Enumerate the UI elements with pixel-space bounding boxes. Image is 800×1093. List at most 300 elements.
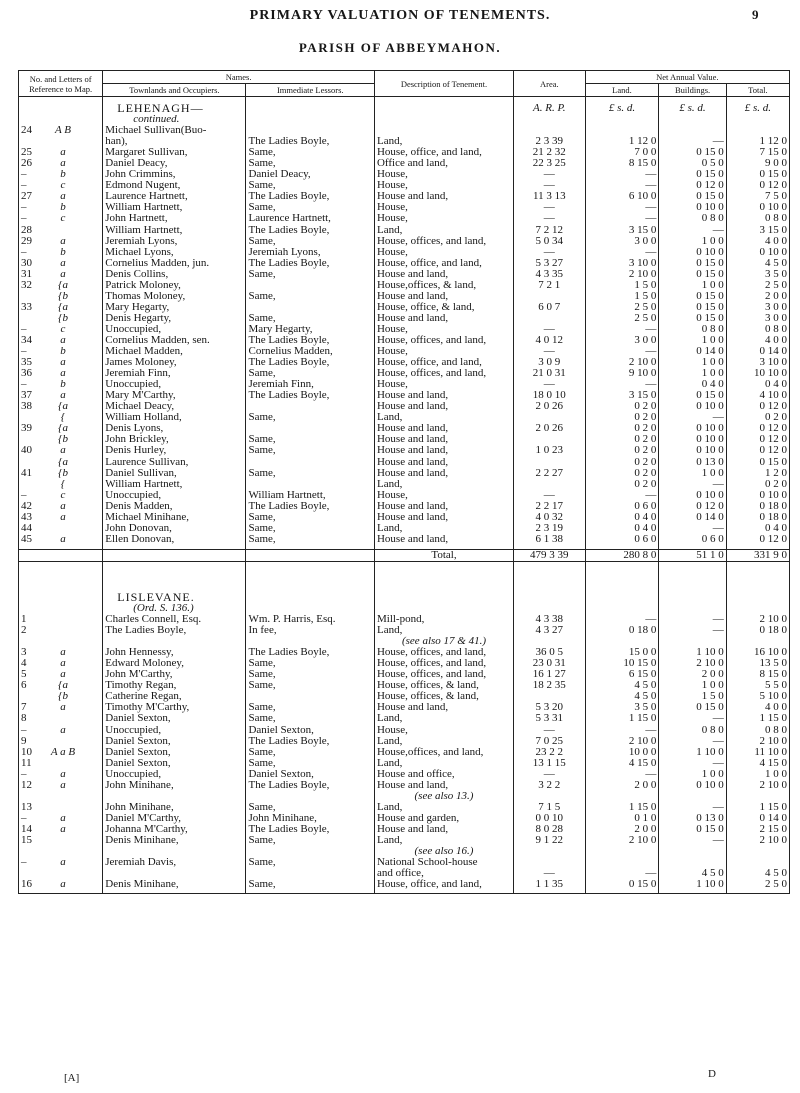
map-letter: {b bbox=[58, 467, 68, 479]
area-value: 5 3 27 bbox=[514, 258, 586, 269]
map-number: 42 bbox=[21, 500, 32, 512]
townland-heading-row bbox=[19, 103, 790, 114]
empty-cell bbox=[726, 890, 789, 894]
land-value: 0 1 0 bbox=[585, 813, 659, 824]
land-value: 3 5 0 bbox=[585, 702, 659, 713]
buildings-value: 0 15 0 bbox=[659, 291, 726, 302]
occupier-name: Michael Madden, bbox=[103, 346, 246, 357]
occupier-name: John M'Carthy, bbox=[103, 669, 246, 680]
total-value: 0 8 0 bbox=[726, 324, 789, 335]
lessor-name: Same, bbox=[246, 658, 375, 669]
land-value: 0 4 0 bbox=[585, 523, 659, 534]
lessor-name: Daniel Sexton, bbox=[246, 724, 375, 735]
table-row bbox=[19, 747, 790, 758]
total-value: 2 10 0 bbox=[726, 780, 789, 791]
buildings-value: — bbox=[659, 479, 726, 490]
header-ref: No. and Letters of Reference to Map. bbox=[19, 71, 103, 97]
tenement-description: House and land, bbox=[374, 401, 513, 412]
total-value: 0 12 0 bbox=[726, 423, 789, 434]
area-value: 5 0 34 bbox=[514, 236, 586, 247]
map-letter: a bbox=[60, 658, 66, 670]
tenement-description: Land, bbox=[374, 802, 513, 813]
total-value: 3 5 0 bbox=[726, 269, 789, 280]
buildings-value: 1 0 0 bbox=[659, 280, 726, 291]
tenement-description: House, bbox=[374, 247, 513, 258]
buildings-value: 0 12 0 bbox=[659, 501, 726, 512]
land-value: 1 12 0 bbox=[585, 136, 659, 147]
area-value bbox=[514, 434, 586, 445]
empty-cell bbox=[19, 603, 103, 614]
occupier-name: Daniel Sexton, bbox=[103, 758, 246, 769]
map-reference bbox=[19, 202, 103, 213]
header-net-annual-value: Net Annual Value. bbox=[585, 71, 789, 84]
tenement-description: and office, bbox=[374, 868, 513, 879]
map-letter: a bbox=[60, 235, 66, 247]
total-label: Total, bbox=[374, 549, 513, 561]
empty-cell bbox=[585, 114, 659, 125]
map-letter: {b bbox=[58, 434, 68, 446]
area-value: 7 0 25 bbox=[514, 736, 586, 747]
area-value bbox=[514, 125, 586, 136]
map-letter: a bbox=[60, 511, 66, 523]
header-townlands: Townlands and Occupiers. bbox=[103, 84, 246, 97]
area-value: 18 2 35 bbox=[514, 680, 586, 691]
total-value bbox=[726, 125, 789, 136]
map-reference bbox=[19, 835, 103, 846]
area-units: A. R. P. bbox=[514, 103, 586, 114]
tenement-description: House and land, bbox=[374, 390, 513, 401]
empty-cell bbox=[19, 549, 103, 561]
buildings-value: 1 0 0 bbox=[659, 680, 726, 691]
occupier-name: Denis Madden, bbox=[103, 501, 246, 512]
total-value: 0 4 0 bbox=[726, 523, 789, 534]
table-row bbox=[19, 379, 790, 390]
land-value: 10 15 0 bbox=[585, 658, 659, 669]
lessor-name: Same, bbox=[246, 434, 375, 445]
area-value: 4 3 27 bbox=[514, 625, 586, 636]
buildings-value: 1 0 0 bbox=[659, 236, 726, 247]
map-reference bbox=[19, 324, 103, 335]
area-value: 3 2 2 bbox=[514, 780, 586, 791]
land-value: 3 15 0 bbox=[585, 390, 659, 401]
buildings-value: — bbox=[659, 625, 726, 636]
area-value: 11 3 13 bbox=[514, 191, 586, 202]
tenement-description: Land, bbox=[374, 412, 513, 423]
land-value: 8 15 0 bbox=[585, 158, 659, 169]
map-number: 1 bbox=[21, 614, 27, 626]
total-value: 1 0 0 bbox=[726, 769, 789, 780]
empty-cell bbox=[514, 603, 586, 614]
area-value: 8 0 28 bbox=[514, 824, 586, 835]
area-value: — bbox=[514, 769, 586, 780]
map-reference bbox=[19, 390, 103, 401]
map-letter: a bbox=[60, 357, 66, 369]
map-letter: a bbox=[60, 257, 66, 269]
area-value: — bbox=[514, 346, 586, 357]
occupier-name: Unoccupied, bbox=[103, 724, 246, 735]
land-value: 15 0 0 bbox=[585, 647, 659, 658]
map-number: 12 bbox=[21, 779, 32, 791]
map-number: 2 bbox=[21, 625, 27, 637]
table-row bbox=[19, 191, 790, 202]
map-letter: b bbox=[60, 346, 66, 358]
land-value: 0 2 0 bbox=[585, 423, 659, 434]
map-number: 35 bbox=[21, 357, 32, 369]
lessor-name: Cornelius Madden, bbox=[246, 346, 375, 357]
occupier-name: Johanna M'Carthy, bbox=[103, 824, 246, 835]
buildings-value: 0 15 0 bbox=[659, 147, 726, 158]
total-value: 0 12 0 bbox=[726, 534, 789, 545]
buildings-value bbox=[659, 791, 726, 802]
tenement-description: House, bbox=[374, 324, 513, 335]
table-row bbox=[19, 614, 790, 625]
occupier-name: han), bbox=[103, 136, 246, 147]
empty-cell bbox=[659, 114, 726, 125]
occupier-name: James Moloney, bbox=[103, 357, 246, 368]
land-value: 2 10 0 bbox=[585, 269, 659, 280]
tenement-description: Land, bbox=[374, 736, 513, 747]
map-reference bbox=[19, 846, 103, 857]
tenement-description: House and land, bbox=[374, 191, 513, 202]
occupier-name: Denis Minihane, bbox=[103, 879, 246, 890]
total-value: 1 12 0 bbox=[726, 136, 789, 147]
total-value: 0 15 0 bbox=[726, 169, 789, 180]
total-value: 0 12 0 bbox=[726, 180, 789, 191]
header-area: Area. bbox=[514, 71, 586, 97]
map-reference bbox=[19, 534, 103, 545]
empty-cell bbox=[374, 603, 513, 614]
total-value: 4 15 0 bbox=[726, 758, 789, 769]
lessor-name: The Ladies Boyle, bbox=[246, 390, 375, 401]
map-reference bbox=[19, 357, 103, 368]
table-row bbox=[19, 501, 790, 512]
townland-subheading: (Ord. S. 136.) bbox=[103, 603, 246, 614]
land-value: — bbox=[585, 769, 659, 780]
land-value: 2 5 0 bbox=[585, 313, 659, 324]
land-value: 0 2 0 bbox=[585, 434, 659, 445]
map-letter: a bbox=[60, 879, 66, 891]
table-row bbox=[19, 125, 790, 136]
map-letter: {a bbox=[58, 279, 68, 291]
map-reference bbox=[19, 780, 103, 791]
total-value: 0 2 0 bbox=[726, 479, 789, 490]
lessor-name: The Ladies Boyle, bbox=[246, 824, 375, 835]
buildings-value: 0 8 0 bbox=[659, 213, 726, 224]
table-row bbox=[19, 691, 790, 702]
page-title: PRIMARY VALUATION OF TENEMENTS. bbox=[249, 8, 551, 23]
tenement-description: (see also 13.) bbox=[374, 791, 513, 802]
buildings-value: 0 5 0 bbox=[659, 158, 726, 169]
map-number: 44 bbox=[21, 522, 32, 534]
footer-sheet-letter: D bbox=[708, 1068, 716, 1080]
lessor-name: Same, bbox=[246, 291, 375, 302]
table-row bbox=[19, 445, 790, 456]
area-value bbox=[514, 479, 586, 490]
empty-cell bbox=[514, 561, 586, 592]
empty-cell bbox=[514, 890, 586, 894]
empty-cell bbox=[374, 114, 513, 125]
empty-cell bbox=[726, 603, 789, 614]
buildings-value: 0 15 0 bbox=[659, 702, 726, 713]
map-number: 43 bbox=[21, 511, 32, 523]
total-value: 16 10 0 bbox=[726, 647, 789, 658]
total-value: 7 15 0 bbox=[726, 147, 789, 158]
table-row bbox=[19, 368, 790, 379]
table-row bbox=[19, 158, 790, 169]
area-value: 21 2 32 bbox=[514, 147, 586, 158]
map-number: – bbox=[21, 202, 27, 214]
total-value bbox=[726, 857, 789, 868]
map-letter: a bbox=[60, 669, 66, 681]
buildings-value: 0 6 0 bbox=[659, 534, 726, 545]
occupier-name: Daniel Sexton, bbox=[103, 713, 246, 724]
table-row bbox=[19, 636, 790, 647]
empty-cell bbox=[246, 103, 375, 114]
occupier-name: Cornelius Madden, jun. bbox=[103, 258, 246, 269]
occupier-name: Michael Lyons, bbox=[103, 247, 246, 258]
map-letter: c bbox=[60, 180, 66, 192]
map-letter: A a B bbox=[50, 746, 76, 758]
valuation-table bbox=[18, 70, 790, 894]
area-value: 4 0 12 bbox=[514, 335, 586, 346]
tenement-description: House and office, bbox=[374, 769, 513, 780]
map-letter: a bbox=[60, 445, 66, 457]
area-value: 21 0 31 bbox=[514, 368, 586, 379]
land-value: 4 15 0 bbox=[585, 758, 659, 769]
table-row bbox=[19, 647, 790, 658]
buildings-value bbox=[659, 636, 726, 647]
tenement-description: Office and land, bbox=[374, 158, 513, 169]
area-value: 36 0 5 bbox=[514, 647, 586, 658]
map-reference bbox=[19, 136, 103, 147]
map-reference bbox=[19, 368, 103, 379]
lessor-name bbox=[246, 280, 375, 291]
table-row bbox=[19, 769, 790, 780]
buildings-value: 1 0 0 bbox=[659, 335, 726, 346]
lessor-name: Same, bbox=[246, 680, 375, 691]
map-reference bbox=[19, 346, 103, 357]
area-value: 2 0 26 bbox=[514, 423, 586, 434]
buildings-value bbox=[659, 857, 726, 868]
map-number: 4 bbox=[21, 658, 27, 670]
lessor-name: Same, bbox=[246, 835, 375, 846]
land-value: 3 0 0 bbox=[585, 335, 659, 346]
map-reference bbox=[19, 213, 103, 224]
map-reference bbox=[19, 379, 103, 390]
empty-cell bbox=[19, 114, 103, 125]
total-land: 280 8 0 bbox=[585, 549, 659, 561]
map-reference bbox=[19, 457, 103, 468]
lessor-name: Same, bbox=[246, 269, 375, 280]
occupier-name: Unoccupied, bbox=[103, 769, 246, 780]
lessor-name: Mary Hegarty, bbox=[246, 324, 375, 335]
empty-cell bbox=[514, 114, 586, 125]
buildings-value: 0 15 0 bbox=[659, 824, 726, 835]
buildings-value: 0 15 0 bbox=[659, 313, 726, 324]
land-value: 7 0 0 bbox=[585, 147, 659, 158]
table-row bbox=[19, 736, 790, 747]
table-row bbox=[19, 868, 790, 879]
map-letter: {b bbox=[58, 691, 68, 703]
map-number: – bbox=[21, 169, 27, 181]
total-value: 2 5 0 bbox=[726, 280, 789, 291]
land-value: 4 5 0 bbox=[585, 691, 659, 702]
total-value: 3 10 0 bbox=[726, 357, 789, 368]
total-value: 0 12 0 bbox=[726, 401, 789, 412]
empty-cell bbox=[659, 890, 726, 894]
tenement-description: House, offices, and land, bbox=[374, 368, 513, 379]
buildings-value: 4 5 0 bbox=[659, 868, 726, 879]
area-value: 5 3 20 bbox=[514, 702, 586, 713]
tenement-description: House and land, bbox=[374, 780, 513, 791]
empty-cell bbox=[514, 592, 586, 603]
total-value: 3 0 0 bbox=[726, 302, 789, 313]
map-letter: b bbox=[60, 169, 66, 181]
area-value bbox=[514, 636, 586, 647]
tenement-description: House, offices, and land, bbox=[374, 335, 513, 346]
map-reference bbox=[19, 280, 103, 291]
table-row bbox=[19, 213, 790, 224]
table-bottom-rule bbox=[19, 890, 790, 894]
empty-cell bbox=[103, 561, 246, 592]
area-value: 0 0 10 bbox=[514, 813, 586, 824]
land-value: 1 15 0 bbox=[585, 802, 659, 813]
buildings-value: 0 15 0 bbox=[659, 390, 726, 401]
map-number: – bbox=[21, 724, 27, 736]
buildings-value: 2 10 0 bbox=[659, 658, 726, 669]
lessor-name: Same, bbox=[246, 202, 375, 213]
area-value: 7 2 1 bbox=[514, 280, 586, 291]
map-reference bbox=[19, 125, 103, 136]
tenement-description: House, offices, and land, bbox=[374, 236, 513, 247]
land-value: — bbox=[585, 614, 659, 625]
map-reference bbox=[19, 713, 103, 724]
map-letter: a bbox=[60, 533, 66, 545]
map-number: – bbox=[21, 213, 27, 225]
total-value: 2 10 0 bbox=[726, 835, 789, 846]
area-value: 22 3 25 bbox=[514, 158, 586, 169]
tenement-description: House and land, bbox=[374, 512, 513, 523]
empty-cell bbox=[726, 114, 789, 125]
tenement-description: House, offices, & land, bbox=[374, 691, 513, 702]
empty-cell bbox=[103, 549, 246, 561]
area-value: — bbox=[514, 868, 586, 879]
tenement-description: House and land, bbox=[374, 313, 513, 324]
occupier-name: John Donovan, bbox=[103, 523, 246, 534]
land-value: — bbox=[585, 868, 659, 879]
land-value: — bbox=[585, 379, 659, 390]
table-row bbox=[19, 724, 790, 735]
table-row bbox=[19, 169, 790, 180]
area-value: 2 2 17 bbox=[514, 501, 586, 512]
buildings-value: 0 10 0 bbox=[659, 401, 726, 412]
land-value bbox=[585, 857, 659, 868]
land-value: 0 2 0 bbox=[585, 468, 659, 479]
table-row bbox=[19, 247, 790, 258]
table-row bbox=[19, 423, 790, 434]
occupier-name: Michael Deacy, bbox=[103, 401, 246, 412]
total-value: 5 5 0 bbox=[726, 680, 789, 691]
buildings-value: 1 5 0 bbox=[659, 691, 726, 702]
header-buildings: Buildings. bbox=[659, 84, 726, 97]
buildings-value: — bbox=[659, 523, 726, 534]
total-value: 10 10 0 bbox=[726, 368, 789, 379]
area-value: 16 1 27 bbox=[514, 669, 586, 680]
buildings-value: 1 10 0 bbox=[659, 647, 726, 658]
map-letter: a bbox=[60, 390, 66, 402]
total-value: 5 10 0 bbox=[726, 691, 789, 702]
land-value: 4 5 0 bbox=[585, 680, 659, 691]
tenement-description: House, office, and land, bbox=[374, 879, 513, 890]
buildings-value: 0 4 0 bbox=[659, 379, 726, 390]
land-value: 0 2 0 bbox=[585, 445, 659, 456]
buildings-value: 1 0 0 bbox=[659, 368, 726, 379]
tenement-description: House, offices, & land, bbox=[374, 680, 513, 691]
buildings-value: 0 8 0 bbox=[659, 724, 726, 735]
tenement-description: House and garden, bbox=[374, 813, 513, 824]
occupier-name bbox=[103, 636, 246, 647]
area-value: — bbox=[514, 213, 586, 224]
land-value: 0 2 0 bbox=[585, 401, 659, 412]
tenement-description: House and land, bbox=[374, 468, 513, 479]
buildings-value: 0 15 0 bbox=[659, 302, 726, 313]
map-number: 28 bbox=[21, 224, 32, 236]
map-letter: {a bbox=[58, 301, 68, 313]
map-number: 7 bbox=[21, 702, 27, 714]
total-value: 0 18 0 bbox=[726, 625, 789, 636]
occupier-name: John Brickley, bbox=[103, 434, 246, 445]
tenement-description: House, bbox=[374, 202, 513, 213]
total-value: 1 15 0 bbox=[726, 713, 789, 724]
total-buildings: 51 1 0 bbox=[659, 549, 726, 561]
land-value: 0 2 0 bbox=[585, 457, 659, 468]
lessor-name: John Minihane, bbox=[246, 813, 375, 824]
total-value: 0 12 0 bbox=[726, 445, 789, 456]
table-row bbox=[19, 813, 790, 824]
map-reference bbox=[19, 625, 103, 636]
table-row bbox=[19, 258, 790, 269]
lessor-name: Same, bbox=[246, 534, 375, 545]
empty-cell bbox=[585, 592, 659, 603]
map-letter: a bbox=[60, 334, 66, 346]
lessor-name: The Ladies Boyle, bbox=[246, 736, 375, 747]
buildings-value: 1 10 0 bbox=[659, 747, 726, 758]
occupier-name: John Minihane, bbox=[103, 780, 246, 791]
tenement-description: House and land, bbox=[374, 291, 513, 302]
land-value: 6 10 0 bbox=[585, 191, 659, 202]
map-number: 29 bbox=[21, 235, 32, 247]
buildings-value: — bbox=[659, 802, 726, 813]
occupier-name: Timothy M'Carthy, bbox=[103, 702, 246, 713]
area-value bbox=[514, 846, 586, 857]
total-value: 9 0 0 bbox=[726, 158, 789, 169]
buildings-value: 0 14 0 bbox=[659, 512, 726, 523]
map-letter: a bbox=[60, 191, 66, 203]
map-number: 15 bbox=[21, 834, 32, 846]
lessor-name bbox=[246, 636, 375, 647]
total-value: 2 10 0 bbox=[726, 614, 789, 625]
total-value: 4 0 0 bbox=[726, 236, 789, 247]
total-value: 4 5 0 bbox=[726, 868, 789, 879]
lessor-name: Same, bbox=[246, 747, 375, 758]
lessor-name: Laurence Hartnett, bbox=[246, 213, 375, 224]
occupier-name: Mary Hegarty, bbox=[103, 302, 246, 313]
map-reference bbox=[19, 736, 103, 747]
land-value: 1 5 0 bbox=[585, 291, 659, 302]
occupier-name: William Hartnett, bbox=[103, 202, 246, 213]
buildings-value: — bbox=[659, 225, 726, 236]
total-value: 0 8 0 bbox=[726, 213, 789, 224]
